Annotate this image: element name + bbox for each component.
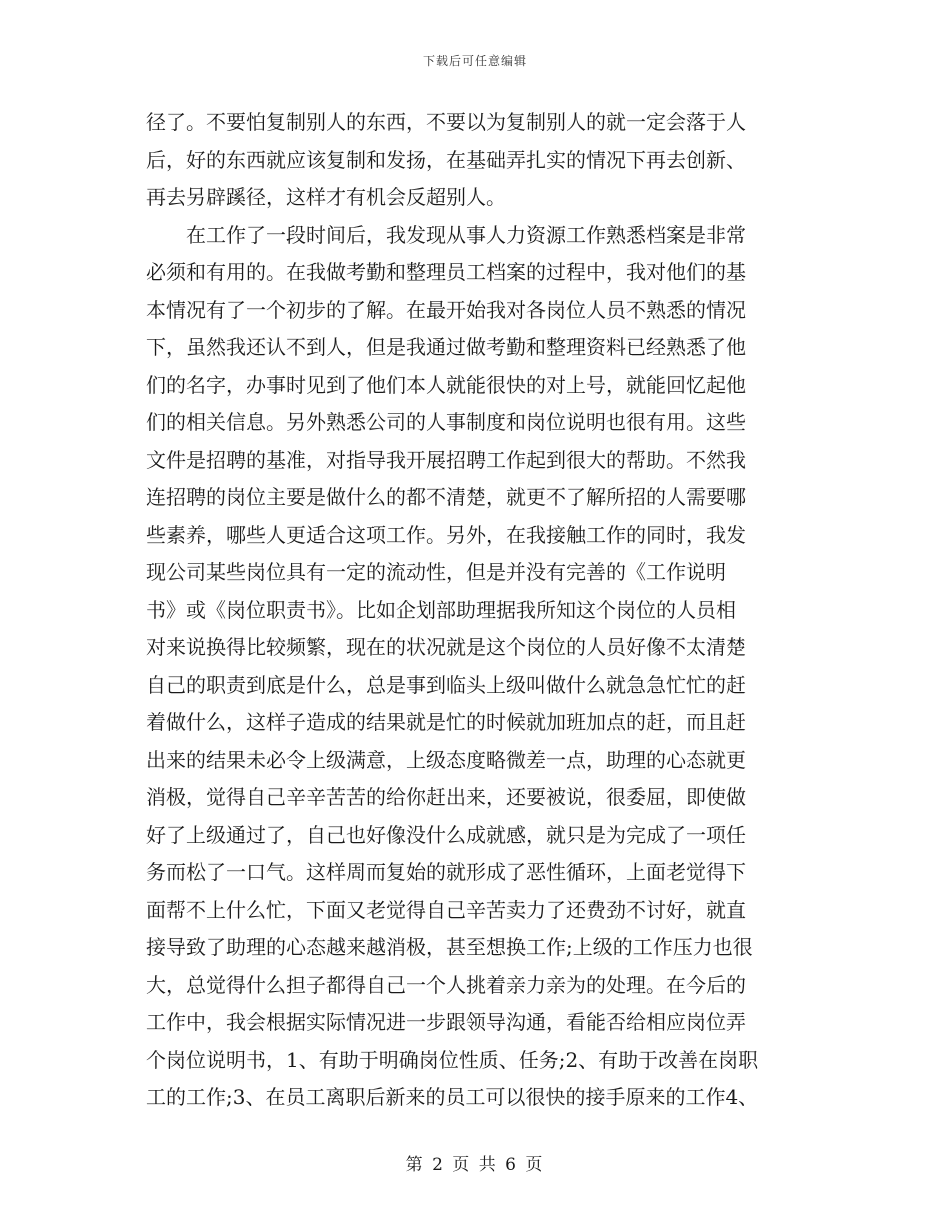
- text-line: 径了。不要怕复制别人的东西，不要以为复制别人的就一定会落于人: [146, 110, 746, 134]
- text-line: 个岗位说明书，1、有助于明确岗位性质、任务;2、有助于改善在岗职: [146, 1047, 759, 1072]
- text-line: 些素养，哪些人更适合这项工作。另外，在我接触工作的同时，我发: [146, 522, 746, 547]
- text-line: 面帮不上什么忙，下面又老觉得自己辛苦卖力了还费劲不讨好，就直: [146, 897, 746, 922]
- paragraph: [146, 217, 806, 1117]
- text-line: 下，虽然我还认不到人，但是我通过做考勤和整理资料已经熟悉了他: [146, 335, 746, 359]
- text-line: 对来说换得比较频繁，现在的状况就是这个岗位的人员好像不太清楚: [146, 635, 746, 659]
- text-line: 再去另辟蹊径，这样才有机会反超别人。: [146, 185, 506, 209]
- text-line: 后，好的东西就应该复制和发扬，在基础弄扎实的情况下再去创新、: [146, 147, 746, 172]
- text-line: 连招聘的岗位主要是做什么的都不清楚，就更不了解所招的人需要哪: [146, 485, 746, 509]
- page-header: 下载后可任意编辑: [422, 54, 527, 68]
- text-line: 出来的结果未必令上级满意，上级态度略微差一点，助理的心态就更: [146, 747, 746, 772]
- text-line: 文件是招聘的基准，对指导我开展招聘工作起到很大的帮助。不然我: [146, 447, 746, 472]
- text-line: 好了上级通过了，自己也好像没什么成就感，就只是为完成了一项任: [146, 822, 746, 847]
- text-line: 书》或《岗位职责书》。比如企划部助理据我所知这个岗位的人员相: [146, 597, 736, 622]
- text-line: 大，总觉得什么担子都得自己一个人挑着亲力亲为的处理。在今后的: [146, 972, 746, 997]
- text-line: 必须和有用的。在我做考勤和整理员工档案的过程中，我对他们的基: [146, 260, 746, 284]
- text-line: 们的相关信息。另外熟悉公司的人事制度和岗位说明也很有用。这些: [146, 410, 746, 434]
- text-line: 工作中，我会根据实际情况进一步跟领导沟通，看能否给相应岗位弄: [146, 1010, 746, 1034]
- text-line: 自己的职责到底是什么，总是事到临头上级叫做什么就急急忙忙的赶: [146, 672, 746, 697]
- text-line: 务而松了一口气。这样周而复始的就形成了恶性循环，上面老觉得下: [146, 860, 746, 884]
- document-body: [146, 104, 806, 1117]
- text-line: 们的名字，办事时见到了他们本人就能很快的对上号，就能回忆起他: [146, 372, 746, 397]
- text-line: 消极，觉得自己辛辛苦苦的给你赶出来，还要被说，很委屈，即使做: [146, 785, 746, 809]
- text-line: 在工作了一段时间后，我发现从事人力资源工作熟悉档案是非常: [186, 222, 746, 247]
- text-line: 现公司某些岗位具有一定的流动性，但是并没有完善的《工作说明: [146, 560, 726, 584]
- paragraph: [146, 104, 806, 217]
- text-line: 工的工作;3、在员工离职后新来的员工可以很快的接手原来的工作4、: [146, 1085, 759, 1109]
- text-line: 接导致了助理的心态越来越消极，甚至想换工作;上级的工作压力也很: [146, 935, 753, 959]
- text-line: 着做什么，这样子造成的结果就是忙的时候就加班加点的赶，而且赶: [146, 710, 746, 734]
- text-line: 本情况有了一个初步的了解。在最开始我对各岗位人员不熟悉的情况: [146, 297, 746, 322]
- page-footer: 第 2 页 共 6 页: [405, 1155, 545, 1175]
